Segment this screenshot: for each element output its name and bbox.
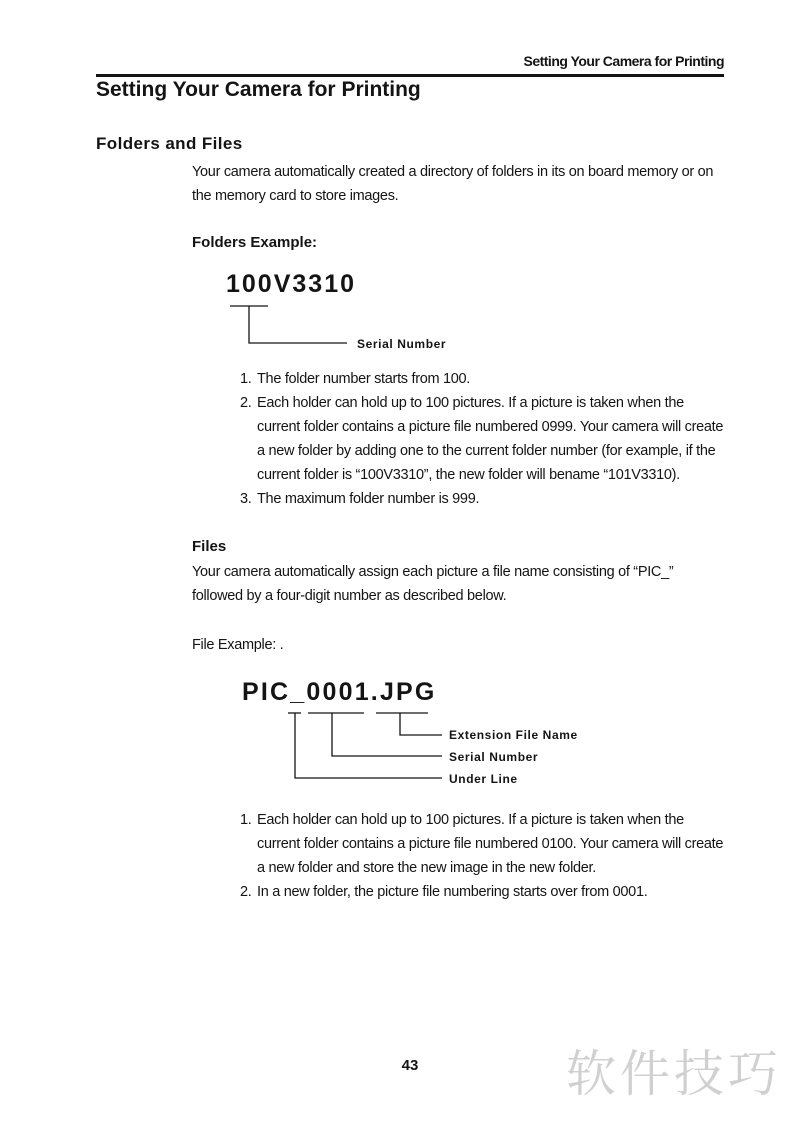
folder-serial-connector: [249, 306, 347, 343]
page-title: Setting Your Camera for Printing: [96, 78, 421, 101]
list-item: 1. The folder number starts from 100.: [240, 371, 471, 387]
folder-code-example: 100V3310: [226, 270, 357, 298]
list-item: 2. In a new folder, the picture file numbering starts over from 0001.: [240, 884, 648, 900]
folders-example-label: Folders Example:: [192, 234, 318, 251]
file-serial-number-label: Serial Number: [449, 750, 539, 764]
files-heading: Files: [192, 538, 227, 555]
underline-connector: [295, 713, 442, 778]
page-number: 43: [401, 1057, 419, 1074]
under-line-label: Under Line: [449, 772, 518, 786]
folder-rules-list: [240, 367, 724, 511]
file-code-example: PIC_0001.JPG: [242, 678, 437, 706]
list-item: 3. The maximum folder number is 999.: [240, 491, 480, 507]
section-title: Folders and Files: [96, 134, 243, 153]
running-header: Setting Your Camera for Printing: [523, 53, 724, 69]
file-rules-list: [240, 808, 724, 904]
watermark: 软件技巧: [566, 1045, 782, 1103]
intro-paragraph: Your camera automatically created a directory of folders in its on board memory or on the memory card to store images.: [192, 164, 714, 204]
files-paragraph: Your camera automatically assign each picture a file name consisting of “PIC_” followed by a four-digit number as described below.: [192, 564, 674, 604]
file-example-label: File Example: .: [192, 637, 284, 653]
list-item: 2. Each holder can hold up to 100 pictures. If a picture is taken when the current folder contains a picture file numbered 0999. Your camera will create a new folder by adding one to the current folder number (for example, if the current folder is “100V3310”, the new folder will bename “101V3310).: [240, 395, 724, 483]
list-item: 1. Each holder can hold up to 100 pictures. If a picture is taken when the current folder contains a picture file numbered 0100. Your camera will create a new folder and store the new image in the new folder.: [240, 812, 724, 876]
extension-file-name-label: Extension File Name: [449, 728, 578, 742]
extension-connector: [400, 713, 442, 735]
folder-serial-number-label: Serial Number: [357, 337, 447, 351]
